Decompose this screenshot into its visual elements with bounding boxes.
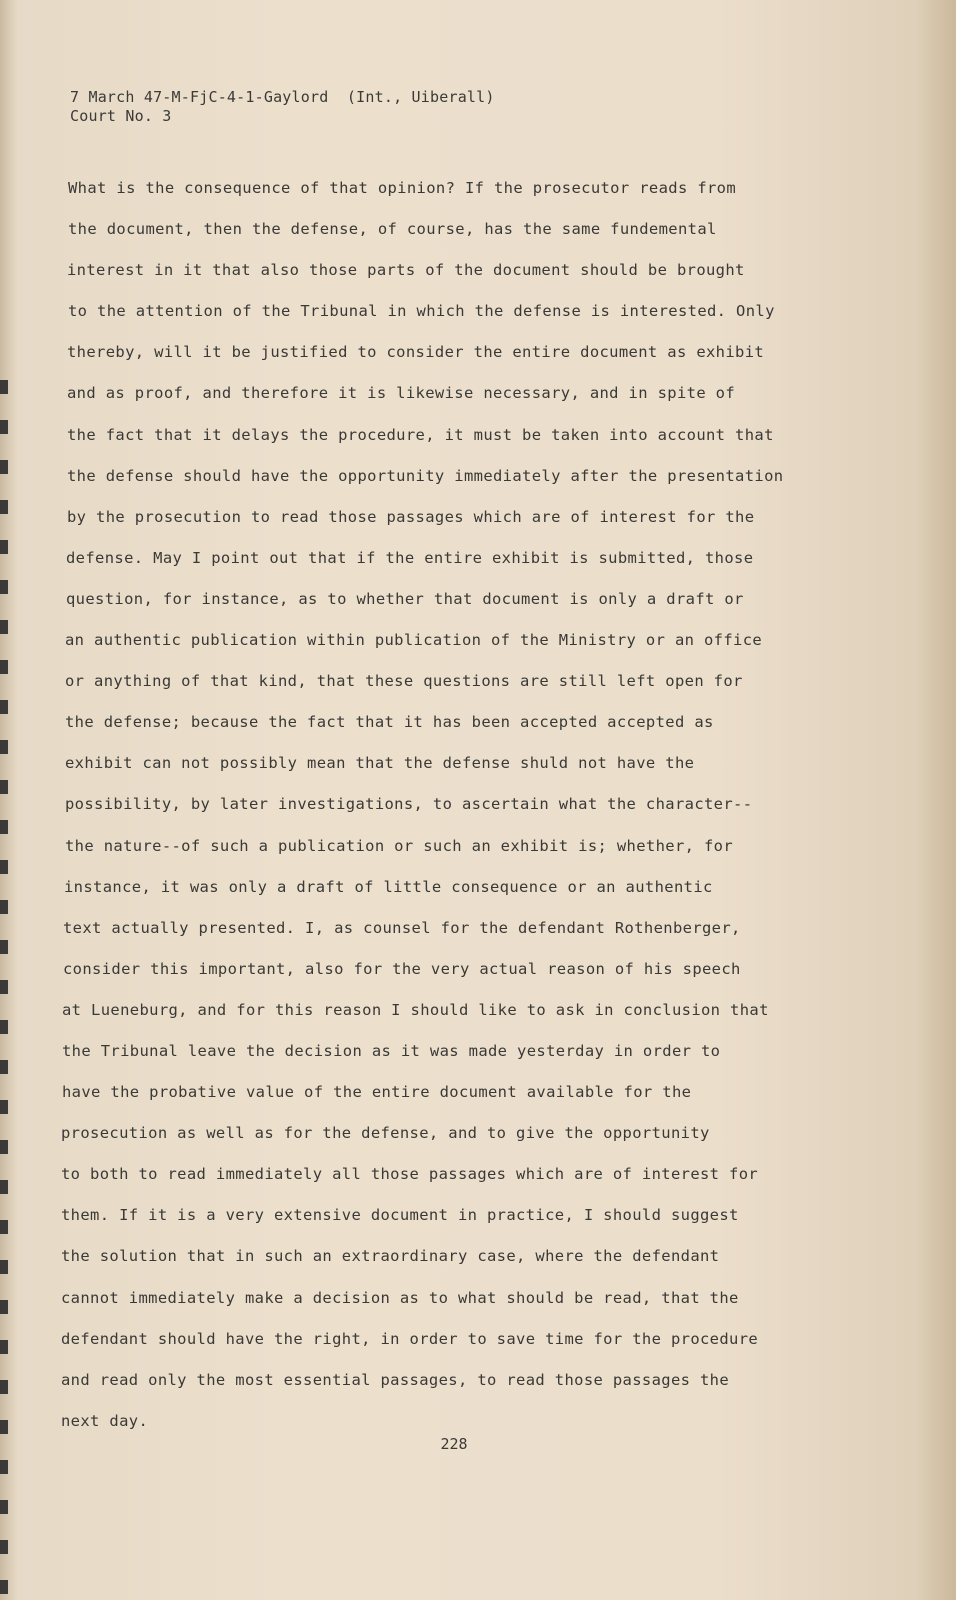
page-right-edge <box>916 0 956 1600</box>
text-line: prosecution as well as for the defense, and to give the opportunity <box>61 1124 710 1143</box>
text-line: the solution that in such an extraordinary case, where the defendant <box>61 1247 720 1266</box>
text-line: question, for instance, as to whether that document is only a draft or <box>66 589 744 608</box>
text-line: instance, it was only a draft of little consequence or an authentic <box>64 877 713 896</box>
binder-edge-marks <box>0 380 8 1600</box>
text-line: cannot immediately make a decision as to what should be read, that the <box>61 1288 739 1307</box>
text-line: the nature--of such a publication or such an exhibit is; whether, for <box>65 836 734 855</box>
header-date-reference: 7 March 47-M-FjC-4-1-Gaylord (Int., Uiberall) <box>70 88 495 106</box>
text-line: the defense; because the fact that it has been accepted accepted as <box>65 713 714 732</box>
text-line: the document, then the defense, of course, has the same fundemental <box>68 220 717 239</box>
text-line: thereby, will it be justified to consider the entire document as exhibit <box>67 343 765 362</box>
text-line: an authentic publication within publication of the Ministry or an office <box>65 631 763 650</box>
text-line: have the probative value of the entire document available for the <box>62 1083 692 1102</box>
text-line: the defense should have the opportunity immediately after the presentation <box>67 466 784 485</box>
text-line: text actually presented. I, as counsel for the defendant Rothenberger, <box>63 918 741 937</box>
text-line: What is the consequence of that opinion? If the prosecutor reads from <box>68 179 737 197</box>
text-line: to both to read immediately all those passages which are of interest for <box>61 1165 759 1184</box>
header-court-number: Court No. 3 <box>70 107 172 125</box>
text-line: the Tribunal leave the decision as it was made yesterday in order to <box>62 1041 721 1060</box>
text-line: and as proof, and therefore it is likewise necessary, and in spite of <box>67 384 736 403</box>
text-line: defense. May I point out that if the entire exhibit is submitted, those <box>66 548 754 567</box>
text-line: them. If it is a very extensive document in practice, I should suggest <box>61 1206 739 1225</box>
text-line: interest in it that also those parts of the document should be brought <box>67 261 745 280</box>
body-text <box>61 168 864 1442</box>
text-line: next day. <box>61 1411 149 1430</box>
text-line: to the attention of the Tribunal in which the defense is interested. Only <box>68 302 775 321</box>
text-line: at Lueneburg, and for this reason I should like to ask in conclusion that <box>62 1000 769 1019</box>
page-number: 228 <box>440 1435 468 1453</box>
text-line: possibility, by later investigations, to ascertain what the character-- <box>65 795 753 814</box>
text-line: consider this important, also for the very actual reason of his speech <box>63 959 741 978</box>
text-line: exhibit can not possibly mean that the defense shuld not have the <box>65 754 695 773</box>
text-line: defendant should have the right, in order to save time for the procedure <box>61 1329 759 1348</box>
text-line: the fact that it delays the procedure, it must be taken into account that <box>67 425 774 444</box>
text-line: or anything of that kind, that these questions are still left open for <box>65 672 743 691</box>
document-header <box>70 88 495 126</box>
text-line: by the prosecution to read those passages which are of interest for the <box>67 507 755 526</box>
text-line: and read only the most essential passages, to read those passages the <box>61 1370 730 1389</box>
